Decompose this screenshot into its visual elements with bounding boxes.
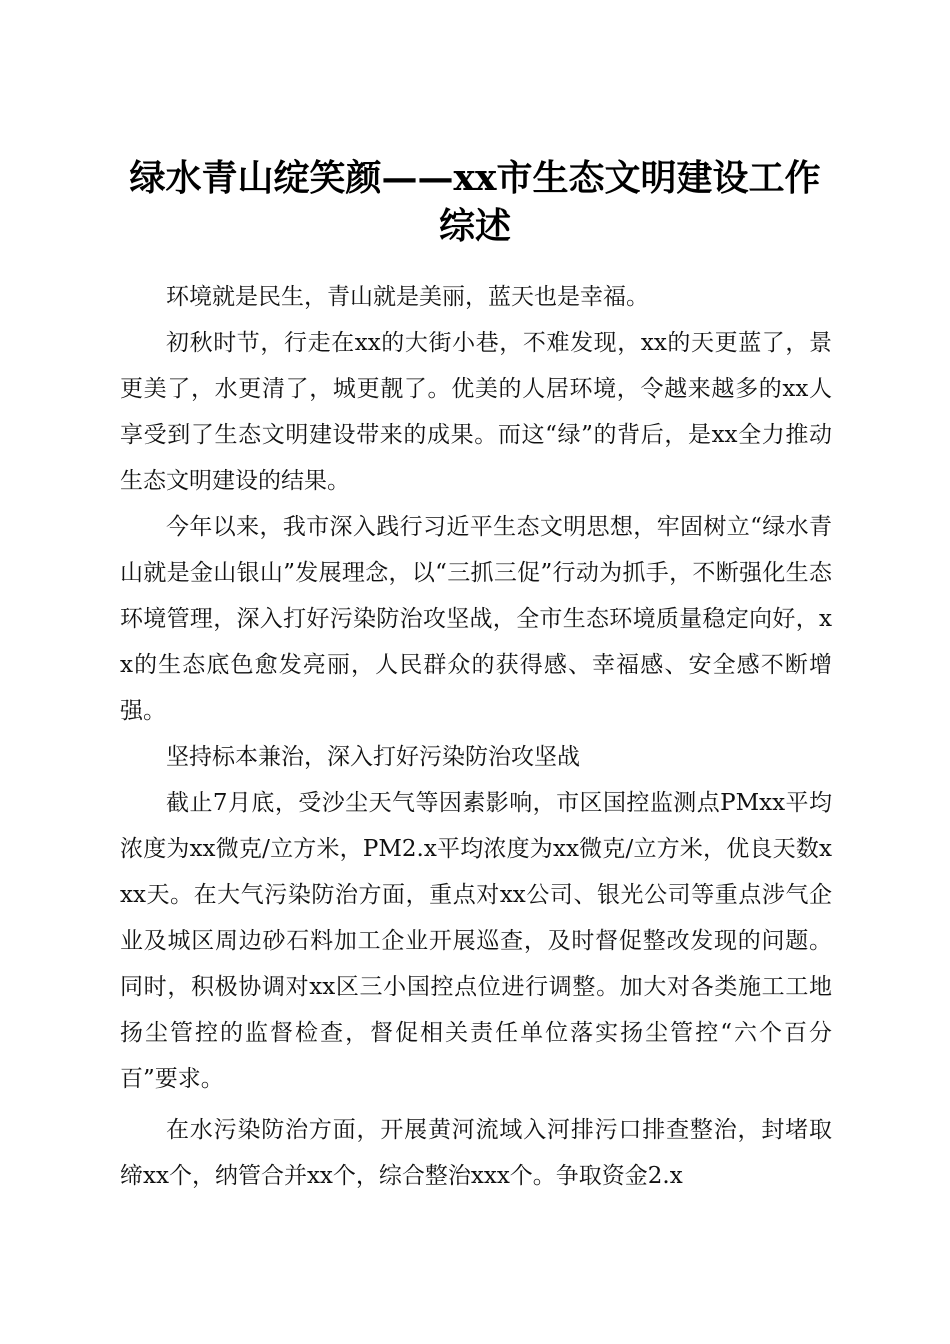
document-title (100, 154, 850, 250)
paragraph-air-pollution: 截止7月底，受沙尘天气等因素影响，市区国控监测点PMxx平均浓度为xx微克/立方米，PM2.x平均浓度为xx微克/立方米，优良天数xxx天。在大气污染防治方面，重点对xx公司、银光公司等重点涉气企业及城区周边砂石料加工企业开展巡查，及时督促整改发现的问题。同时，积极协调对xx区三小国控点位进行调整。加大对各类施工工地扬尘管控的监督检查，督促相关责任单位落实扬尘管控“六个百分百”要求。 (120, 790, 832, 1092)
title-line-2: 综述 (438, 205, 511, 248)
document-body (120, 274, 832, 1199)
paragraph-this-year: 今年以来，我市深入践行习近平生态文明思想，牢固树立“绿水青山就是金山银山”发展理念，以“三抓三促”行动为抓手，不断强化生态环境管理，深入打好污染防治攻坚战，全市生态环境质量稳定向好，xx的生态底色愈发亮丽，人民群众的获得感、幸福感、安全感不断增强。 (120, 514, 832, 724)
section-heading: 坚持标本兼治，深入打好污染防治攻坚战 (166, 744, 580, 770)
title-line-1: 绿水青山绽笑颜——xx市生态文明建设工作 (129, 157, 821, 200)
paragraph-water-pollution: 在水污染防治方面，开展黄河流域入河排污口排查整治，封堵取缔xx个，纳管合并xx个，综合整治xxx个。争取资金2.x (120, 1117, 832, 1189)
paragraph-early-autumn: 初秋时节，行走在xx的大街小巷，不难发现，xx的天更蓝了，景更美了，水更清了，城更靓了。优美的人居环境，令越来越多的xx人享受到了生态文明建设带来的成果。而这“绿”的背后，是xx全力推动生态文明建设的结果。 (120, 330, 832, 494)
paragraph-intro: 环境就是民生，青山就是美丽，蓝天也是幸福。 (166, 284, 649, 310)
